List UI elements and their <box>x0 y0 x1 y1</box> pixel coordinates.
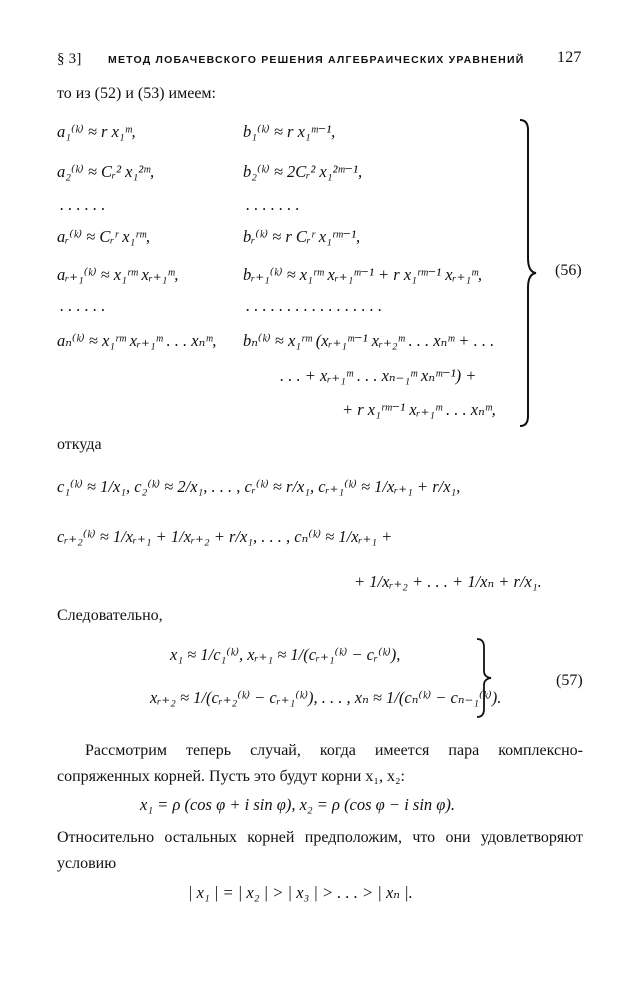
eq56-right-2: b₂⁽ᵏ⁾ ≈ 2Cᵣ² x₁²ᵐ⁻¹, <box>243 162 363 181</box>
c-equations-line-1: c₁⁽ᵏ⁾ ≈ 1/x₁, c₂⁽ᵏ⁾ ≈ 2/x₁, . . . , cᵣ⁽ᵏ⁾ ≈ r/x₁, cᵣ₊₁⁽ᵏ⁾ ≈ 1/xᵣ₊₁ + r/x₁, <box>57 477 461 496</box>
eq56-left-2: a₂⁽ᵏ⁾ ≈ Cᵣ² x₁²ᵐ, <box>57 162 155 181</box>
equation-number-57: (57) <box>556 672 583 689</box>
eq56-left-7: aₙ⁽ᵏ⁾ ≈ x₁ʳᵐ xᵣ₊₁ᵐ . . . xₙᵐ, <box>57 331 217 350</box>
eq56-left-6: . . . . . . <box>60 296 106 315</box>
equation-complex-roots: x₁ = ρ (cos φ + i sin φ), x₂ = ρ (cos φ − i sin φ). <box>140 795 456 814</box>
c-equations-line-2: cᵣ₊₂⁽ᵏ⁾ ≈ 1/xᵣ₊₁ + 1/xᵣ₊₂ + r/x₁, . . . , cₙ⁽ᵏ⁾ ≈ 1/xᵣ₊₁ + <box>57 527 393 546</box>
paragraph-condition: Относительно остальных корней предположим, что они удовлетворяют условию <box>57 829 583 872</box>
page-number: 127 <box>557 49 582 66</box>
eq57-line-2: xᵣ₊₂ ≈ 1/(cᵣ₊₂⁽ᵏ⁾ − cᵣ₊₁⁽ᵏ⁾), . . . , xₙ ≈ 1/(cₙ⁽ᵏ⁾ − cₙ₋₁⁽ᵏ⁾). <box>150 688 502 707</box>
eq56-right-8: . . . + xᵣ₊₁ᵐ . . . xₙ₋₁ᵐ xₙᵐ⁻¹) + <box>280 366 477 385</box>
eq56-left-5: aᵣ₊₁⁽ᵏ⁾ ≈ x₁ʳᵐ xᵣ₊₁ᵐ, <box>57 265 179 284</box>
eq56-right-4: bᵣ⁽ᵏ⁾ ≈ r Cᵣʳ x₁ʳᵐ⁻¹, <box>243 227 361 246</box>
eq57-line-1: x₁ ≈ 1/c₁⁽ᵏ⁾, xᵣ₊₁ ≈ 1/(cᵣ₊₁⁽ᵏ⁾ − cᵣ⁽ᵏ⁾), <box>170 645 401 664</box>
right-brace-56 <box>516 118 540 428</box>
paragraph-complex-roots: Рассмотрим теперь случай, когда имеется пара комплексно-сопряженных корней. Пусть это будут корни x₁, x₂: <box>57 742 583 785</box>
intro-text: то из (52) и (53) имеем: <box>57 85 216 102</box>
eq56-right-6: . . . . . . . . . . . . . . . . . <box>246 296 383 315</box>
right-brace-57 <box>474 637 494 719</box>
section-marker: § 3] <box>57 51 82 67</box>
eq56-left-3: . . . . . . <box>60 195 106 214</box>
eq56-right-5: bᵣ₊₁⁽ᵏ⁾ ≈ x₁ʳᵐ xᵣ₊₁ᵐ⁻¹ + r x₁ʳᵐ⁻¹ xᵣ₊₁ᵐ, <box>243 265 483 284</box>
text-otkuda: откуда <box>57 436 102 453</box>
eq56-left-1: a₁⁽ᵏ⁾ ≈ r x₁ᵐ, <box>57 122 136 141</box>
eq56-left-4: aᵣ⁽ᵏ⁾ ≈ Cᵣʳ x₁ʳᵐ, <box>57 227 150 246</box>
eq56-right-1: b₁⁽ᵏ⁾ ≈ r x₁ᵐ⁻¹, <box>243 122 336 141</box>
equation-number-56: (56) <box>555 262 582 279</box>
c-equations-line-3: + 1/xᵣ₊₂ + . . . + 1/xₙ + r/x₁. <box>354 572 542 591</box>
text-sledovatelno: Следовательно, <box>57 607 163 624</box>
equation-condition: | x₁ | = | x₂ | > | x₃ | > . . . > | xₙ |. <box>188 883 413 902</box>
eq56-right-7: bₙ⁽ᵏ⁾ ≈ x₁ʳᵐ (xᵣ₊₁ᵐ⁻¹ xᵣ₊₂ᵐ . . . xₙᵐ + . . . <box>243 331 495 350</box>
eq56-right-3: . . . . . . . <box>246 195 300 214</box>
eq56-right-9: + r x₁ʳᵐ⁻¹ xᵣ₊₁ᵐ . . . xₙᵐ, <box>342 400 496 419</box>
running-title: МЕТОД ЛОБАЧЕВСКОГО РЕШЕНИЯ АЛГЕБРАИЧЕСКИХ УРАВНЕНИЙ <box>108 54 525 66</box>
